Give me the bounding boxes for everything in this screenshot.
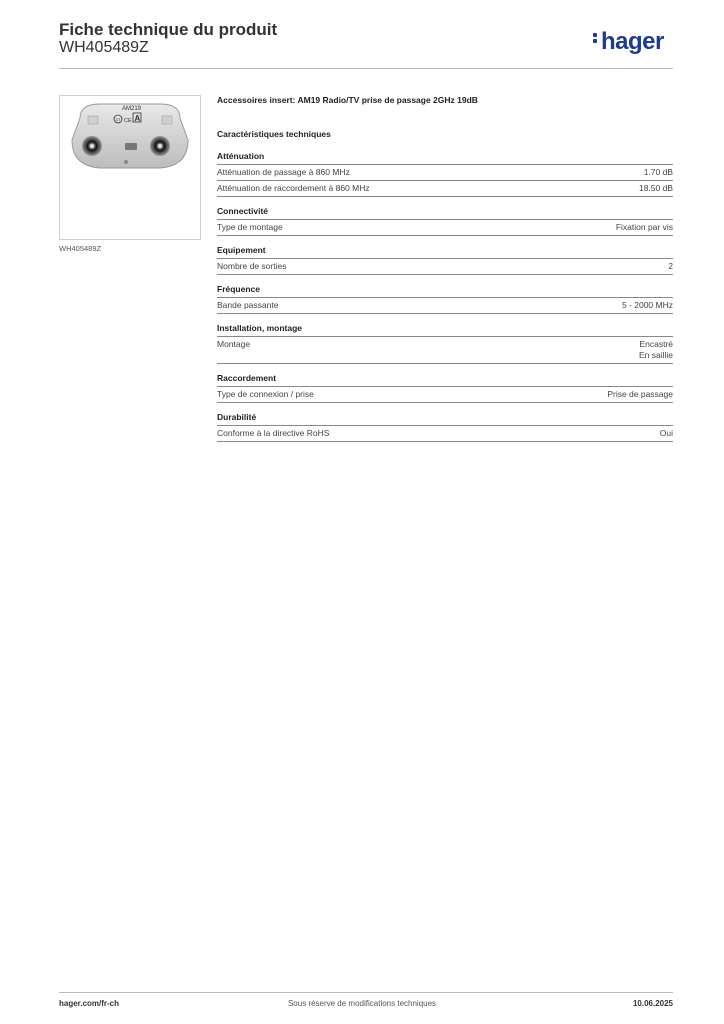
spec-row [217,165,673,181]
spec-label: Conforme à la directive RoHS [217,428,330,438]
spec-group-installation [217,323,673,364]
footer-date: 10.06.2025 [632,999,673,1008]
spec-label: Type de connexion / prise [217,389,314,399]
image-caption: WH405489Z [59,244,102,253]
section-heading: Caractéristiques techniques [217,129,331,139]
spec-row [217,387,673,403]
header-divider [59,68,673,69]
spec-content [217,95,673,451]
product-image [59,95,201,240]
footer-divider [59,992,673,993]
spec-row [217,259,673,275]
device-label: AM219 [122,106,142,112]
group-title: Equipement [217,245,673,259]
footer-website: hager.com/fr-ch [59,999,120,1008]
footer-disclaimer: Sous réserve de modifications techniques [287,999,437,1008]
logo-text: hager [601,28,664,55]
spec-group-connectivity [217,206,673,236]
logo-dots-icon [593,31,599,45]
spec-row [217,426,673,442]
spec-value: Oui [659,428,673,438]
product-name: Accessoires insert: AM19 Radio/TV prise de passage 2GHz 19dB [217,95,478,105]
product-photo-icon [60,96,200,239]
spec-group-sustainability [217,412,673,442]
spec-group-equipment [217,245,673,275]
spec-label: Atténuation de passage à 860 MHz [217,167,350,177]
spec-value [639,339,673,361]
product-code: WH405489Z [59,39,149,56]
hager-logo [593,28,664,56]
spec-value: Fixation par vis [615,222,673,232]
spec-value: 1.70 dB [643,167,673,177]
spec-label: Nombre de sorties [217,261,287,271]
spec-row [217,337,673,364]
mark-a: A [134,114,141,123]
spec-value: 18.50 dB [638,183,673,193]
spec-label: Atténuation de raccordement à 860 MHz [217,183,370,193]
group-title: Raccordement [217,373,673,387]
group-title: Atténuation [217,151,673,165]
group-title: Durabilité [217,412,673,426]
group-title: Installation, montage [217,323,673,337]
spec-value: 5 - 2000 MHz [621,300,673,310]
mark-zt: ZT [115,117,121,122]
spec-group-frequency [217,284,673,314]
group-title: Fréquence [217,284,673,298]
spec-group-attenuation [217,151,673,197]
mark-ce: CE [124,118,132,124]
group-title: Connectivité [217,206,673,220]
page-title: Fiche technique du produit [59,20,278,39]
spec-value: Prise de passage [607,389,673,399]
spec-row [217,220,673,236]
spec-group-connection [217,373,673,403]
spec-label: Bande passante [217,300,279,310]
spec-label: Montage [217,339,251,349]
spec-label: Type de montage [217,222,283,232]
spec-value-line: Encastré [639,339,673,349]
spec-row [217,181,673,197]
spec-value-line: En saillie [638,350,673,360]
spec-value: 2 [668,261,673,271]
spec-row [217,298,673,314]
